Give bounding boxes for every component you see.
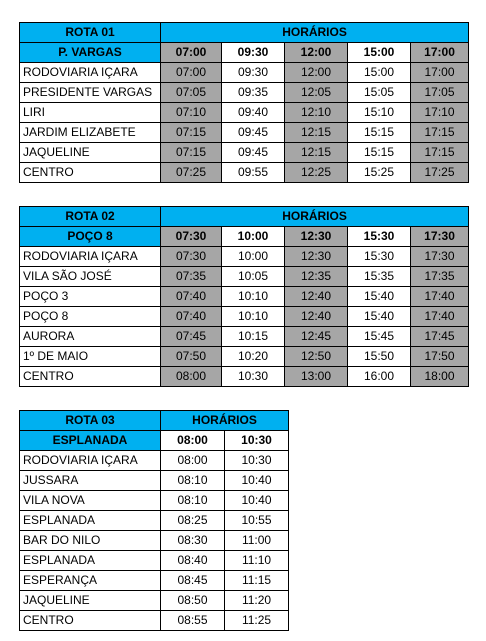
time-cell: 09:35 [222, 83, 285, 103]
route-table-1 [19, 22, 469, 183]
time-cell: 07:15 [161, 123, 222, 143]
time-cell: 08:00 [161, 367, 222, 387]
table-row [20, 531, 289, 551]
schedule-header: HORÁRIOS [161, 23, 469, 43]
table-header-row [20, 227, 469, 247]
table-row [20, 551, 289, 571]
time-cell: 12:50 [285, 347, 348, 367]
departure-time-header: 17:00 [411, 43, 469, 63]
time-cell: 08:10 [161, 491, 225, 511]
stop-name: JARDIM ELIZABETE [20, 123, 161, 143]
time-cell: 15:30 [348, 247, 411, 267]
table-row [20, 367, 469, 387]
time-cell: 15:45 [348, 327, 411, 347]
time-cell: 07:25 [161, 163, 222, 183]
departure-time-header: 07:30 [161, 227, 222, 247]
time-cell: 08:50 [161, 591, 225, 611]
table-row [20, 307, 469, 327]
table-row [20, 347, 469, 367]
time-cell: 17:40 [411, 307, 469, 327]
stop-name: ESPLANADA [20, 511, 161, 531]
route-name: P. VARGAS [20, 43, 161, 63]
time-cell: 07:05 [161, 83, 222, 103]
time-cell: 15:15 [348, 143, 411, 163]
time-cell: 11:00 [225, 531, 289, 551]
time-cell: 07:35 [161, 267, 222, 287]
time-cell: 09:40 [222, 103, 285, 123]
time-cell: 12:45 [285, 327, 348, 347]
stop-name: CENTRO [20, 163, 161, 183]
time-cell: 08:10 [161, 471, 225, 491]
time-cell: 12:15 [285, 143, 348, 163]
time-cell: 11:25 [225, 611, 289, 631]
time-cell: 09:45 [222, 123, 285, 143]
stop-name: LIRI [20, 103, 161, 123]
time-cell: 07:50 [161, 347, 222, 367]
time-cell: 08:55 [161, 611, 225, 631]
time-cell: 08:45 [161, 571, 225, 591]
route-table-3 [19, 410, 289, 631]
departure-time-header: 07:00 [161, 43, 222, 63]
time-cell: 12:05 [285, 83, 348, 103]
stop-name: ESPERANÇA [20, 571, 161, 591]
time-cell: 12:00 [285, 63, 348, 83]
time-cell: 10:55 [225, 511, 289, 531]
time-cell: 10:40 [225, 471, 289, 491]
time-cell: 17:45 [411, 327, 469, 347]
time-cell: 15:05 [348, 83, 411, 103]
time-cell: 17:10 [411, 103, 469, 123]
time-cell: 17:50 [411, 347, 469, 367]
route-name: ESPLANADA [20, 431, 161, 451]
time-cell: 07:10 [161, 103, 222, 123]
time-cell: 15:00 [348, 63, 411, 83]
time-cell: 12:25 [285, 163, 348, 183]
table-header-row [20, 411, 289, 431]
stop-name: POÇO 8 [20, 307, 161, 327]
table-row [20, 63, 469, 83]
time-cell: 08:40 [161, 551, 225, 571]
schedule-header: HORÁRIOS [161, 207, 469, 227]
time-cell: 10:20 [222, 347, 285, 367]
time-cell: 10:40 [225, 491, 289, 511]
table-row [20, 591, 289, 611]
time-cell: 11:20 [225, 591, 289, 611]
departure-time-header: 08:00 [161, 431, 225, 451]
time-cell: 15:50 [348, 347, 411, 367]
departure-time-header: 15:00 [348, 43, 411, 63]
departure-time-header: 12:30 [285, 227, 348, 247]
stop-name: BAR DO NILO [20, 531, 161, 551]
departure-time-header: 10:30 [225, 431, 289, 451]
time-cell: 13:00 [285, 367, 348, 387]
time-cell: 08:25 [161, 511, 225, 531]
time-cell: 15:25 [348, 163, 411, 183]
table-row [20, 571, 289, 591]
time-cell: 15:40 [348, 287, 411, 307]
table-row [20, 491, 289, 511]
departure-time-header: 12:00 [285, 43, 348, 63]
table-header-row [20, 23, 469, 43]
time-cell: 15:35 [348, 267, 411, 287]
time-cell: 17:15 [411, 143, 469, 163]
table-row [20, 511, 289, 531]
time-cell: 17:25 [411, 163, 469, 183]
departure-time-header: 10:00 [222, 227, 285, 247]
time-cell: 17:30 [411, 247, 469, 267]
time-cell: 15:10 [348, 103, 411, 123]
stop-name: JAQUELINE [20, 143, 161, 163]
stop-name: CENTRO [20, 611, 161, 631]
departure-time-header: 17:30 [411, 227, 469, 247]
time-cell: 12:40 [285, 287, 348, 307]
departure-time-header: 09:30 [222, 43, 285, 63]
route-table-2 [19, 206, 469, 387]
time-cell: 08:30 [161, 531, 225, 551]
time-cell: 07:30 [161, 247, 222, 267]
stop-name: VILA SÃO JOSÉ [20, 267, 161, 287]
time-cell: 07:45 [161, 327, 222, 347]
time-cell: 17:35 [411, 267, 469, 287]
table-row [20, 267, 469, 287]
time-cell: 09:55 [222, 163, 285, 183]
time-cell: 12:35 [285, 267, 348, 287]
time-cell: 12:10 [285, 103, 348, 123]
table-row [20, 451, 289, 471]
time-cell: 17:00 [411, 63, 469, 83]
stop-name: CENTRO [20, 367, 161, 387]
table-row [20, 327, 469, 347]
time-cell: 10:00 [222, 247, 285, 267]
time-cell: 09:45 [222, 143, 285, 163]
time-cell: 10:10 [222, 307, 285, 327]
departure-time-header: 15:30 [348, 227, 411, 247]
time-cell: 10:15 [222, 327, 285, 347]
stop-name: 1º DE MAIO [20, 347, 161, 367]
stop-name: RODOVIARIA IÇARA [20, 451, 161, 471]
time-cell: 11:10 [225, 551, 289, 571]
stop-name: JAQUELINE [20, 591, 161, 611]
table-header-row [20, 431, 289, 451]
schedule-header: HORÁRIOS [161, 411, 289, 431]
time-cell: 15:15 [348, 123, 411, 143]
table-row [20, 611, 289, 631]
time-cell: 10:10 [222, 287, 285, 307]
time-cell: 12:15 [285, 123, 348, 143]
stop-name: AURORA [20, 327, 161, 347]
time-cell: 10:05 [222, 267, 285, 287]
time-cell: 07:40 [161, 307, 222, 327]
stop-name: RODOVIARIA IÇARA [20, 63, 161, 83]
stop-name: POÇO 3 [20, 287, 161, 307]
time-cell: 10:30 [225, 451, 289, 471]
time-cell: 09:30 [222, 63, 285, 83]
time-cell: 16:00 [348, 367, 411, 387]
table-row [20, 123, 469, 143]
table-row [20, 83, 469, 103]
time-cell: 17:15 [411, 123, 469, 143]
time-cell: 07:00 [161, 63, 222, 83]
time-cell: 08:00 [161, 451, 225, 471]
stop-name: JUSSARA [20, 471, 161, 491]
table-row [20, 471, 289, 491]
table-row [20, 247, 469, 267]
stop-name: PRESIDENTE VARGAS [20, 83, 161, 103]
time-cell: 15:40 [348, 307, 411, 327]
time-cell: 17:05 [411, 83, 469, 103]
stop-name: ESPLANADA [20, 551, 161, 571]
table-row [20, 287, 469, 307]
table-row [20, 103, 469, 123]
table-row [20, 143, 469, 163]
table-header-row [20, 43, 469, 63]
time-cell: 07:15 [161, 143, 222, 163]
route-label: ROTA 02 [20, 207, 161, 227]
time-cell: 17:40 [411, 287, 469, 307]
time-cell: 07:40 [161, 287, 222, 307]
table-header-row [20, 207, 469, 227]
time-cell: 12:30 [285, 247, 348, 267]
table-row [20, 163, 469, 183]
route-name: POÇO 8 [20, 227, 161, 247]
stop-name: VILA NOVA [20, 491, 161, 511]
time-cell: 18:00 [411, 367, 469, 387]
time-cell: 11:15 [225, 571, 289, 591]
time-cell: 12:40 [285, 307, 348, 327]
route-label: ROTA 01 [20, 23, 161, 43]
time-cell: 10:30 [222, 367, 285, 387]
stop-name: RODOVIARIA IÇARA [20, 247, 161, 267]
route-label: ROTA 03 [20, 411, 161, 431]
